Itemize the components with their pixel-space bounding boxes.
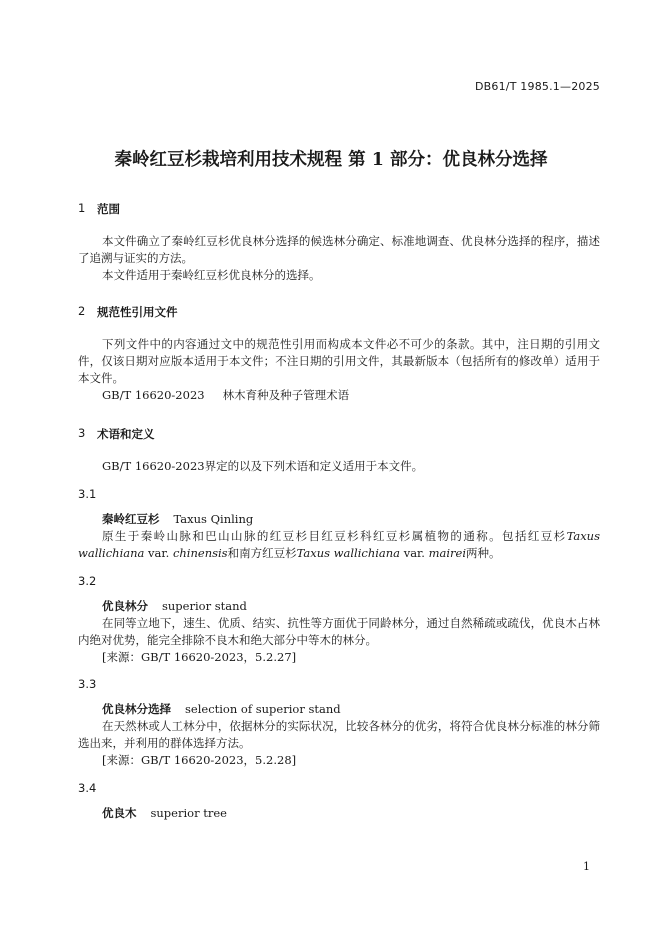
term-english: selection of superior stand xyxy=(185,702,341,716)
definition-text: 和南方红豆杉 xyxy=(227,546,297,560)
section-2-paragraph: 下列文件中的内容通过文中的规范性引用而构成本文件必不可少的条款。其中，注日期的引用文件，仅该日期对应版本适用于本文件；不注日期的引用文件，其最新版本（包括所有的修改单）适用于本文件。 xyxy=(78,337,600,385)
term-english: Taxus Qinling xyxy=(173,512,254,526)
term-number: 3.1 xyxy=(78,487,97,501)
variety-name: mairei xyxy=(428,546,467,560)
term-number: 3.2 xyxy=(78,574,97,588)
term-definition xyxy=(78,528,600,562)
term-definition: 在天然林或人工林分中，依据林分的实际状况，比较各林分的优劣，将符合优良林分标准的林分筛选出来，并利用的群体选择方法。 xyxy=(78,719,600,750)
term-heading xyxy=(102,511,253,528)
section-2-number: 2 xyxy=(78,304,86,318)
section-3-intro: GB/T 16620-2023界定的以及下列术语和定义适用于本文件。 xyxy=(102,459,424,473)
term-heading xyxy=(102,701,341,718)
section-3-heading: 术语和定义 xyxy=(97,427,155,441)
section-3-number: 3 xyxy=(78,426,86,440)
section-1-paragraph-2: 本文件适用于秦岭红豆杉优良林分的选择。 xyxy=(102,268,321,282)
reference-code: GB/T 16620-2023 xyxy=(102,388,205,402)
section-2-heading: 规范性引用文件 xyxy=(97,305,178,319)
term-chinese: 秦岭红豆杉 xyxy=(102,512,160,526)
term-chinese: 优良林分 xyxy=(102,599,148,613)
reference-title: 林木育种及种子管理术语 xyxy=(222,388,350,402)
definition-text: 原生于秦岭山脉和巴山山脉的红豆杉目红豆杉科红豆杉属植物的通称。包括红豆杉 xyxy=(102,529,567,543)
variety-name: chinensis xyxy=(172,546,228,560)
definition-text: var. xyxy=(144,546,173,560)
page-number: 1 xyxy=(583,860,590,873)
definition-text: var. xyxy=(400,546,429,560)
section-1-paragraph-1: 本文件确立了秦岭红豆杉优良林分选择的候选林分确定、标准地调查、优良林分选择的程序，描述了追溯与证实的方法。 xyxy=(78,234,600,265)
page-title: 秦岭红豆杉栽培利用技术规程 第 1 部分：优良林分选择 xyxy=(114,150,548,170)
normative-reference xyxy=(102,387,349,404)
term-number: 3.3 xyxy=(78,677,97,691)
term-heading xyxy=(102,598,247,615)
term-source: [来源：GB/T 16620-2023，5.2.28] xyxy=(102,753,297,767)
section-1-heading: 范围 xyxy=(97,202,120,216)
term-source: [来源：GB/T 16620-2023，5.2.27] xyxy=(102,650,297,664)
section-1-number: 1 xyxy=(78,201,86,215)
term-definition: 在同等立地下，速生、优质、结实、抗性等方面优于同龄林分，通过自然稀疏或疏伐，优良木占林内绝对优势，能完全排除不良木和绝大部分中等木的林分。 xyxy=(78,616,600,647)
species-name: Taxus wallichiana xyxy=(296,546,401,560)
term-chinese: 优良木 xyxy=(102,806,137,820)
species-name: Taxus wallichiana xyxy=(78,529,600,560)
term-heading xyxy=(102,805,227,822)
document-number: DB61/T 1985.1—2025 xyxy=(474,80,600,93)
term-english: superior stand xyxy=(162,599,247,613)
term-english: superior tree xyxy=(150,806,227,820)
term-number: 3.4 xyxy=(78,781,97,795)
definition-text: 两种。 xyxy=(466,546,501,560)
term-chinese: 优良林分选择 xyxy=(102,702,171,716)
